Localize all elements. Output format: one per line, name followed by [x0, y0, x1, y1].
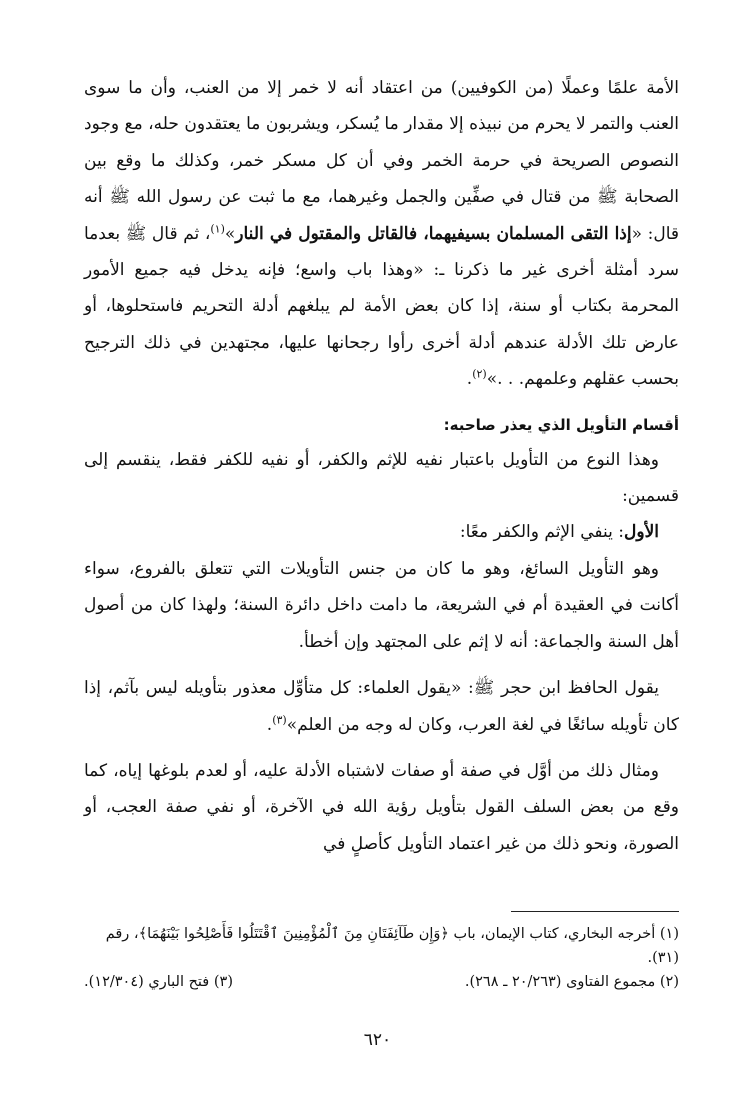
footnote-marker-3[interactable]: (٣)	[272, 712, 287, 726]
footnote-1: (١) أخرجه البخاري، كتاب الإيمان، باب ﴿وَإِن طَآئِفَتَانِ مِنَ ٱلْمُؤْمِنِينَ ٱقْتَتَلُوا فَأَصْلِحُوا بَيْنَهُمَا﴾، رقم (٣١).	[105, 926, 679, 966]
paragraph-2: وهذا النوع من التأويل باعتبار نفيه للإثم والكفر، أو نفيه للكفر فقط، ينقسم إلى قسمين:	[84, 449, 679, 507]
main-text	[84, 70, 679, 862]
footnote-divider	[511, 911, 679, 912]
footnote-marker-2[interactable]: (٢)	[472, 367, 487, 381]
hadith-quote: إذا التقى المسلمان بسيفيهما، فالقاتل والمقتول في النار	[235, 223, 632, 244]
footnote-marker-1[interactable]: (١)	[210, 221, 225, 235]
section-heading: أقسام التأويل الذي يعذر صاحبه:	[443, 415, 679, 434]
footnote-2: (٢) مجموع الفتاوى (٢٠/٢٦٣ ـ ٢٦٨).	[464, 974, 679, 990]
footnotes	[84, 922, 679, 994]
footnote-row	[84, 970, 679, 994]
paragraph-3: وهو التأويل السائغ، وهو ما كان من جنس التأويلات التي تتعلق بالفروع، سواء أكانت في العقيدة أم في الشريعة، ما دامت داخل دائرة السنة؛ ولهذا كان من أصول أهل السنة والجماعة: أنه لا إثم على المجتهد وإن أخطأ.	[84, 558, 679, 652]
page-number: ٦٢٠	[363, 1030, 392, 1050]
footnote-3: (٣) فتح الباري (١٢/٣٠٤).	[84, 974, 233, 990]
first-type-label: الأول	[624, 522, 659, 543]
paragraph-4: يقول الحافظ ابن حجر ﷺ: «يقول العلماء: كل متأوِّل معذور بتأويله ليس بآثم، إذا كان تأويله سائغًا في لغة العرب، وكان له وجه من العلم»$^{(٣)}$.	[84, 678, 679, 735]
paragraph-1: الأمة علمًا وعملًا (من الكوفيين) من اعتقاد أنه لا خمر إلا من العنب، وأن ما سوى العنب والتمر لا يحرم من نبيذه إلا مقدار ما يُسكر، ويشربون ما يعتقدون حله، مع وجود النصوص الصريحة في حرمة الخمر وفي أن كل مسكر خمر، وكذلك ما وقع بين الصحابة ﷺ من قتال في صفِّين والجمل وغيرهما، مع ما ثبت عن رسول الله ﷺ أنه قال: «إذا التقى المسلمان بسيفيهما، فالقاتل والمقتول في النار»$^{(١)}$، ثم قال ﷺ بعدما سرد أمثلة أخرى غير ما ذكرنا ـ: «وهذا باب واسع؛ فإنه يدخل فيه جميع الأمور المحرمة بكتاب أو سنة، إذا كان بعض الأمة لم يبلغهم أدلة التحريم فاستحلوها، أو عارض تلك الأدلة عندهم أدلة أخرى رأوا رجحانها عليها، مجتهدين في ذلك الترجيح بحسب عقلهم وعلمهم. . .»$^{(٢)}$.	[84, 78, 680, 390]
paragraph-5: ومثال ذلك من أوَّل في صفة أو صفات لاشتباه الأدلة عليه، أو لعدم بلوغها إياه، كما وقع من بعض السلف القول بتأويل رؤية الله في الآخرة، أو نفي صفة العجب، أو الصورة، ونحو ذلك من غير اعتماد التأويل كأصلٍ في	[84, 760, 679, 854]
first-type-line: الأول: ينفي الإثم والكفر معًا:	[459, 522, 659, 543]
